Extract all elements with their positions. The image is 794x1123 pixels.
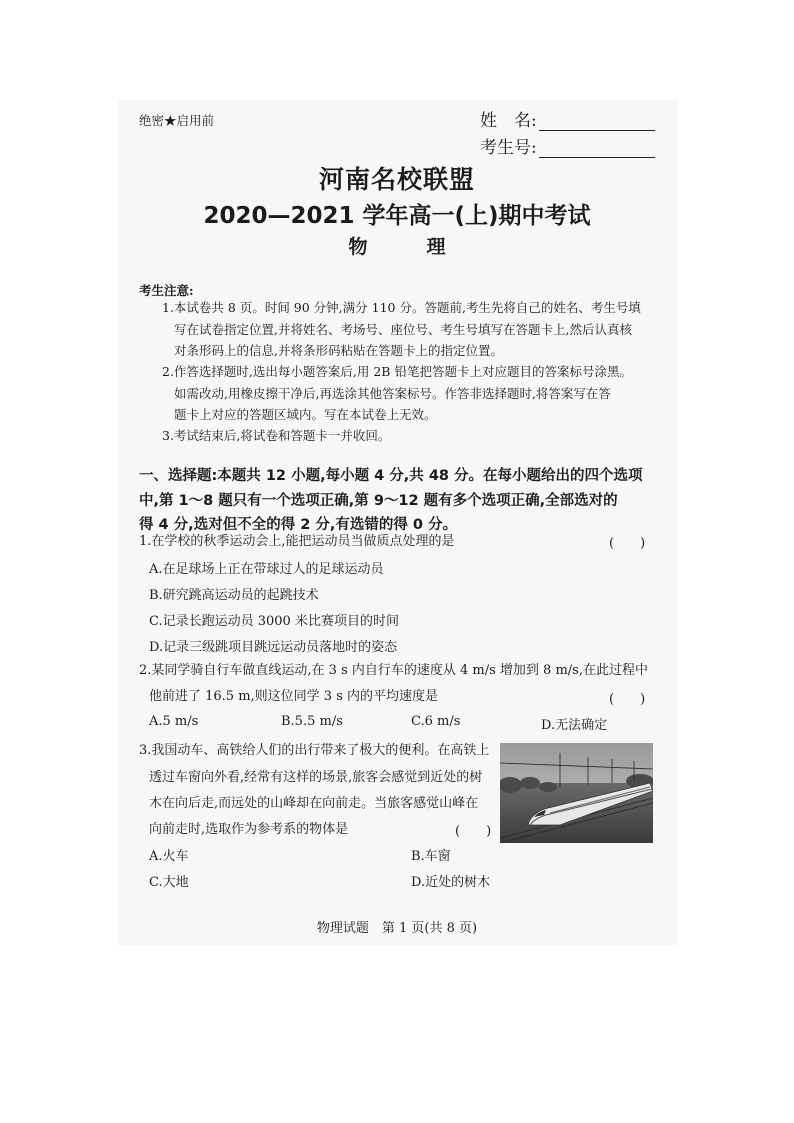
question-3-stem-line: 透过车窗向外看,经常有这样的场景,旅客会感觉到近处的树 [149, 770, 483, 785]
notice-line: 3.考试结束后,将试卷和答题卡一并收回。 [162, 428, 391, 443]
question-3-stem-line: 3.我国动车、高铁给人们的出行带来了极大的便利。在高铁上 [139, 743, 490, 758]
high-speed-train-photo [500, 743, 653, 843]
confidential-label: 绝密★启用前 [139, 113, 215, 128]
question-2-option-d: D.无法确定 [541, 718, 608, 733]
notice-line: 1.本试卷共 8 页。时间 90 分钟,满分 110 分。答题前,考生先将自己的姓名、考生号填 [162, 300, 641, 315]
section-1-heading [139, 464, 669, 538]
question-1-option-b: B.研究跳高运动员的起跳技术 [149, 588, 319, 603]
question-3-stem-line: 向前走时,选取作为参考系的物体是 [149, 822, 349, 837]
student-id-label: 考生号: [480, 138, 537, 158]
question-3-option-b: B.车窗 [411, 849, 451, 864]
question-1-option-c: C.记录长跑运动员 3000 米比赛项目的时间 [149, 614, 399, 629]
question-3-option-a: A.火车 [149, 849, 189, 864]
question-3-answer-paren[interactable]: ( ) [455, 824, 492, 839]
name-blank[interactable] [539, 116, 655, 131]
notice-line: 写在试卷指定位置,并将姓名、考场号、座位号、考生号填写在答题卡上,然后认真核 [174, 321, 632, 337]
question-1-stem: 1.在学校的秋季运动会上,能把运动员当做质点处理的是 [139, 534, 455, 549]
question-2-stem-line: 他前进了 16.5 m,则这位同学 3 s 内的平均速度是 [149, 689, 439, 704]
name-label: 姓 名: [480, 111, 537, 131]
name-field[interactable] [480, 106, 655, 131]
notice-line: 2.作答选择题时,选出每小题答案后,用 2B 铅笔把答题卡上对应题目的答案标号涂黑。 [162, 364, 632, 379]
student-id-field[interactable] [480, 133, 655, 158]
question-2-answer-paren[interactable]: ( ) [609, 692, 646, 707]
notice-item-1 [162, 297, 662, 362]
section-heading-line: 中,第 1～8 题只有一个选项正确,第 9～12 题有多个选项正确,全部选对的 [139, 492, 618, 509]
question-2-option-a: A.5 m/s [149, 714, 199, 729]
section-heading-line: 得 4 分,选对但不全的得 2 分,有选错的得 0 分。 [139, 517, 458, 533]
notice-line: 题卡上对应的答题区域内。写在本试卷上无效。 [174, 407, 437, 422]
student-id-blank[interactable] [539, 143, 655, 158]
exam-title-term: 2020—2021 学年高一(上)期中考试 [203, 203, 591, 229]
exam-subject: 物 理 [348, 236, 466, 258]
question-1-answer-paren[interactable]: ( ) [609, 536, 646, 551]
question-1-option-a: A.在足球场上正在带球过人的足球运动员 [149, 562, 384, 577]
question-2-option-c: C.6 m/s [411, 714, 461, 729]
question-3-option-c: C.大地 [149, 875, 189, 890]
question-3-stem-line: 木在向后走,而远处的山峰却在向前走。当旅客感觉山峰在 [149, 796, 479, 811]
notice-item-2 [162, 361, 662, 426]
question-3-option-d: D.近处的树木 [411, 875, 491, 890]
section-heading-line: 一、选择题:本题共 12 小题,每小题 4 分,共 48 分。在每小题给出的四个选项 [139, 468, 643, 484]
notice-item-3 [162, 425, 662, 447]
notice-line: 如需改动,用橡皮擦干净后,再选涂其他答案标号。作答非选择题时,将答案写在答 [174, 385, 611, 401]
page-footer: 物理试题 第 1 页(共 8 页) [316, 921, 478, 936]
question-2-stem-line: 2.某同学骑自行车做直线运动,在 3 s 内自行车的速度从 4 m/s 增加到 8 m/s,在此过程中 [139, 663, 648, 678]
question-2-option-b: B.5.5 m/s [281, 714, 343, 729]
exam-title-league: 河南名校联盟 [318, 165, 475, 194]
question-1-option-d: D.记录三级跳项目跳远运动员落地时的姿态 [149, 640, 398, 655]
notice-line: 对条形码上的信息,并将条形码粘贴在答题卡上的指定位置。 [174, 343, 503, 358]
notice-heading: 考生注意: [139, 283, 194, 298]
